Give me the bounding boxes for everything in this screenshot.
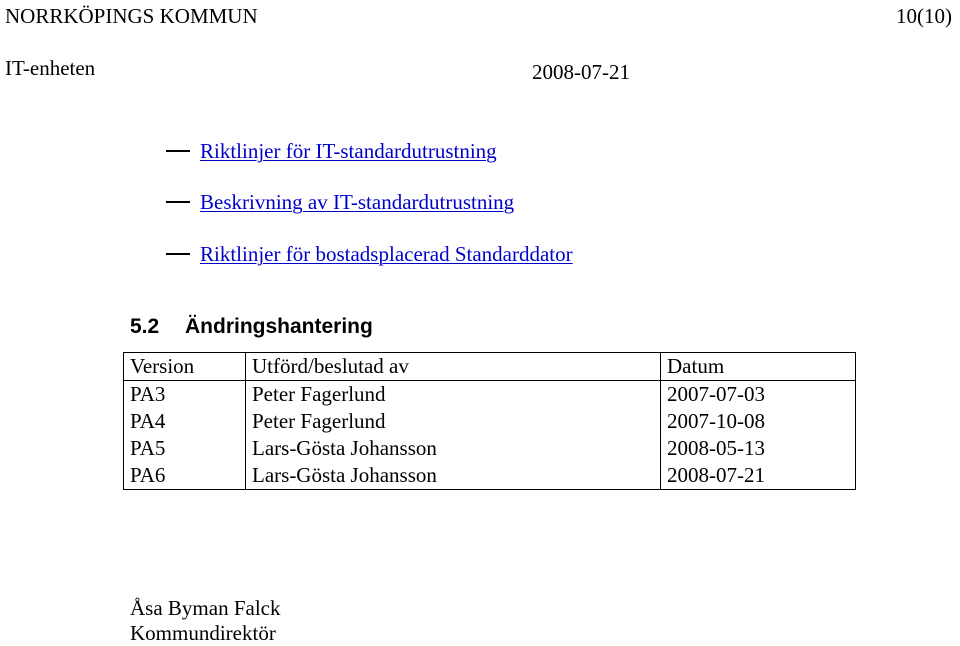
department-name: IT-enheten bbox=[5, 56, 96, 80]
dash-bullet-icon bbox=[166, 150, 190, 152]
date-cell: 2008-05-13 bbox=[661, 435, 856, 462]
section-number: 5.2 bbox=[130, 315, 160, 338]
page-number: 10(10) bbox=[896, 4, 952, 28]
link-riktlinjer-it-standardutrustning[interactable]: Riktlinjer för IT-standardutrustning bbox=[200, 139, 497, 163]
version-cell: PA3 bbox=[124, 381, 246, 409]
section-title: Ändringshantering bbox=[185, 315, 373, 338]
date-cell: 2007-10-08 bbox=[661, 408, 856, 435]
date-cell: 2008-07-21 bbox=[661, 462, 856, 490]
column-header-date: Datum bbox=[661, 353, 856, 381]
column-header-performed-by: Utförd/beslutad av bbox=[246, 353, 661, 381]
table-row bbox=[124, 408, 856, 435]
date-cell: 2007-07-03 bbox=[661, 381, 856, 409]
document-date: 2008-07-21 bbox=[532, 60, 630, 84]
table-row bbox=[124, 435, 856, 462]
signature-name: Åsa Byman Falck bbox=[130, 596, 281, 620]
dash-bullet-icon bbox=[166, 253, 190, 255]
table-header-row bbox=[124, 353, 856, 381]
column-header-version: Version bbox=[124, 353, 246, 381]
version-cell: PA5 bbox=[124, 435, 246, 462]
link-riktlinjer-bostadsplacerad-standarddator[interactable]: Riktlinjer för bostadsplacerad Standarddator bbox=[200, 242, 573, 266]
table-row bbox=[124, 381, 856, 409]
version-cell: PA4 bbox=[124, 408, 246, 435]
organization-name: NORRKÖPINGS KOMMUN bbox=[5, 4, 258, 28]
signature-title: Kommundirektör bbox=[130, 621, 276, 645]
dash-bullet-icon bbox=[166, 201, 190, 203]
change-history-table bbox=[123, 352, 856, 490]
performed-by-cell: Lars-Gösta Johansson bbox=[246, 435, 661, 462]
performed-by-cell: Peter Fagerlund bbox=[246, 381, 661, 409]
table-row bbox=[124, 462, 856, 490]
version-cell: PA6 bbox=[124, 462, 246, 490]
performed-by-cell: Lars-Gösta Johansson bbox=[246, 462, 661, 490]
link-beskrivning-it-standardutrustning[interactable]: Beskrivning av IT-standardutrustning bbox=[200, 190, 515, 214]
performed-by-cell: Peter Fagerlund bbox=[246, 408, 661, 435]
